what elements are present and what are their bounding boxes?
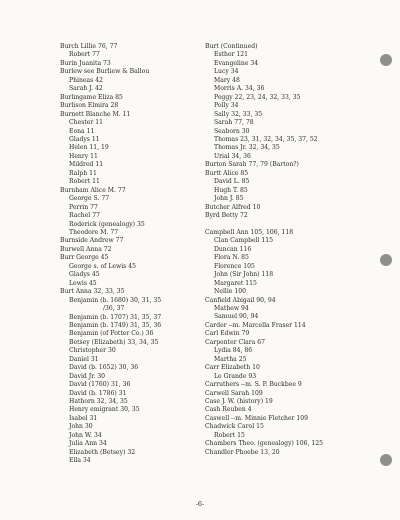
- index-entry: Seaborn 30: [214, 127, 250, 135]
- index-entry: Burt Anna 32, 33, 35: [60, 288, 125, 296]
- index-entry: /36, 37: [103, 305, 125, 313]
- index-entry: Canfield Abigail 90, 94: [205, 296, 276, 304]
- index-entry: Helen 11, 19: [69, 144, 109, 152]
- index-entry: Flora N. 85: [214, 254, 249, 262]
- binder-hole-top: [380, 54, 392, 66]
- index-entry: Duncan 116: [214, 245, 252, 253]
- index-entry: Henry 11: [69, 152, 98, 160]
- index-entry: Benjamin (b. 1707) 31, 35, 37: [69, 313, 162, 321]
- index-entry: Burnham Alice M. 77: [60, 186, 126, 194]
- index-entry: Burlingame Eliza 85: [60, 93, 123, 101]
- index-entry: Gladys 11: [69, 135, 100, 143]
- index-entry: Le Grande 93: [214, 372, 257, 380]
- index-entry: Evangeline 34: [214, 59, 259, 67]
- index-entry: Carruthers --m. S. P. Buckbee 9: [205, 381, 302, 389]
- index-entry: Carr Elizabeth 10: [205, 364, 260, 372]
- index-entry: Urial 34, 36: [214, 152, 251, 160]
- index-entry: Burch Lillie 76, 77: [60, 43, 118, 50]
- index-entry: Thomas Jr. 32, 34, 35: [214, 144, 280, 152]
- index-entry: Samuel 90, 94: [214, 313, 259, 321]
- index-column-left: [60, 43, 202, 466]
- index-entry: John J. 85: [214, 195, 244, 203]
- index-entry: Roderick (genealogy) 35: [69, 220, 145, 228]
- index-entry: Burin Juanita 73: [60, 59, 111, 67]
- index-entry: Perrin 77: [69, 203, 98, 211]
- index-entry: Christopher 30: [69, 347, 116, 355]
- index-entry: Burr George 45: [60, 254, 109, 262]
- index-entry: John (Sir John) 118: [214, 271, 274, 279]
- index-entry: Chester 11: [69, 119, 103, 127]
- index-entry: Sarah J. 42: [69, 85, 103, 93]
- index-entry: Carwell Sarah 109: [205, 389, 263, 397]
- index-entry: Morris A. 34, 36: [214, 85, 265, 93]
- index-entry: Robert 15: [214, 431, 245, 439]
- index-entry: Carpenter Clara 67: [205, 338, 266, 346]
- index-entry: Thomas 23, 31, 32, 34, 35, 37, 52: [214, 135, 318, 143]
- index-entry: Hathorn 32, 34, 35: [69, 398, 128, 406]
- index-entry: Betsey (Elizabeth) 33, 34, 35: [69, 338, 159, 346]
- index-entry: Sarah 77, 78: [214, 119, 254, 127]
- index-entry: Daniel 31: [69, 355, 99, 363]
- index-entry: Lewis 45: [69, 279, 97, 287]
- index-entry: Florence 105: [214, 262, 255, 270]
- index-entry: Polly 34: [214, 102, 239, 110]
- index-entry: Ella 34: [69, 457, 91, 465]
- index-entry: Lydia 84, 86: [214, 347, 253, 355]
- index-entry: Esther 121: [214, 51, 249, 59]
- index-entry: George S. 77: [69, 195, 110, 203]
- index-entry: Cash Reuben 4: [205, 406, 252, 414]
- index-entry: Elizabeth (Betsey) 32: [69, 448, 136, 456]
- index-entry: David (b. 1786) 31: [69, 389, 127, 397]
- index-entry: Burnett Blanche M. 11: [60, 110, 131, 118]
- index-entry: Julia Ann 34: [69, 440, 107, 448]
- index-entry: Rachel 77: [69, 212, 100, 220]
- index-entry: Robert 77: [69, 51, 100, 59]
- index-entry: Chadwick Carol 15: [205, 423, 264, 431]
- index-entry: Nellie 100: [214, 288, 246, 296]
- index-entry: Robert 11: [69, 178, 100, 186]
- binder-hole-middle: [380, 254, 392, 266]
- index-entry: Chandler Phoebe 13, 20: [205, 448, 280, 456]
- index-entry: Burwell Anna 72: [60, 245, 112, 253]
- index-entry: David (1760) 31, 36: [69, 381, 131, 389]
- index-entry: Burlew see Burliew & Ballou: [60, 68, 150, 76]
- index-entry: Hugh T. 85: [214, 186, 248, 194]
- index-entry: Chambers Theo. (genealogy) 106, 125: [205, 440, 323, 448]
- index-entry: Burt (Continued): [205, 43, 258, 50]
- index-entry: Sally 32, 33, 35: [214, 110, 263, 118]
- index-entry: Henry emigrant 30, 35: [69, 406, 140, 414]
- index-entry: Mathew 94: [214, 305, 249, 313]
- page-number: -6-: [195, 500, 205, 508]
- index-entry: Benjamin (of Potter Co.) 36: [69, 330, 154, 338]
- index-entry: David (b. 1652) 30, 36: [69, 364, 139, 372]
- index-entry: Burtt Alice 85: [205, 169, 249, 177]
- index-entry: Ralph 11: [69, 169, 97, 177]
- index-entry: Phineas 42: [69, 76, 103, 84]
- index-entry: Carl Edwin 79: [205, 330, 250, 338]
- index-entry: John W. 34: [69, 431, 102, 439]
- index-entry: Burnside Andrew 77: [60, 237, 124, 245]
- index-entry: Gladys 45: [69, 271, 100, 279]
- index-entry: Benjamin (b. 1680) 30, 31, 35: [69, 296, 162, 304]
- index-entry: Martha 25: [214, 355, 247, 363]
- index-entry: Byrd Betty 72: [205, 212, 248, 220]
- index-entry: Margaret 115: [214, 279, 257, 287]
- index-entry: Mary 48: [214, 76, 240, 84]
- index-entry: Eona 11: [69, 127, 95, 135]
- index-entry: George s. of Lewis 45: [69, 262, 136, 270]
- index-entry: Theodore M. 77: [69, 228, 119, 236]
- index-entry: Burton Sarah 77, 79 (Barton?): [205, 161, 299, 169]
- index-column-right: [205, 43, 375, 457]
- index-entry: Burlison Elmira 28: [60, 102, 119, 110]
- index-entry: Mildred 11: [69, 161, 104, 169]
- index-entry: John 30: [69, 423, 93, 431]
- index-entry: Carder --m. Marcella Fraser 114: [205, 321, 306, 329]
- binder-hole-bottom: [380, 454, 392, 466]
- index-entry: David L. 85: [214, 178, 250, 186]
- index-entry: Campbell Ann 105, 106, 118: [205, 228, 294, 236]
- index-entry: Caswell --m. Minnie Fletcher 109: [205, 414, 309, 422]
- index-entry: David Jr. 30: [69, 372, 106, 380]
- index-entry: Clan Campbell 115: [214, 237, 274, 245]
- index-entry: Case J. W. (history) 19: [205, 398, 273, 406]
- index-entry: Benjamin (b. 1749) 31, 35, 36: [69, 321, 162, 329]
- index-entry: Peggy 22, 23, 24, 32, 33, 35: [214, 93, 301, 101]
- index-entry: Lucy 34: [214, 68, 239, 76]
- index-entry: Butcher Alfred 10: [205, 203, 261, 211]
- index-entry: Isabel 31: [69, 414, 98, 422]
